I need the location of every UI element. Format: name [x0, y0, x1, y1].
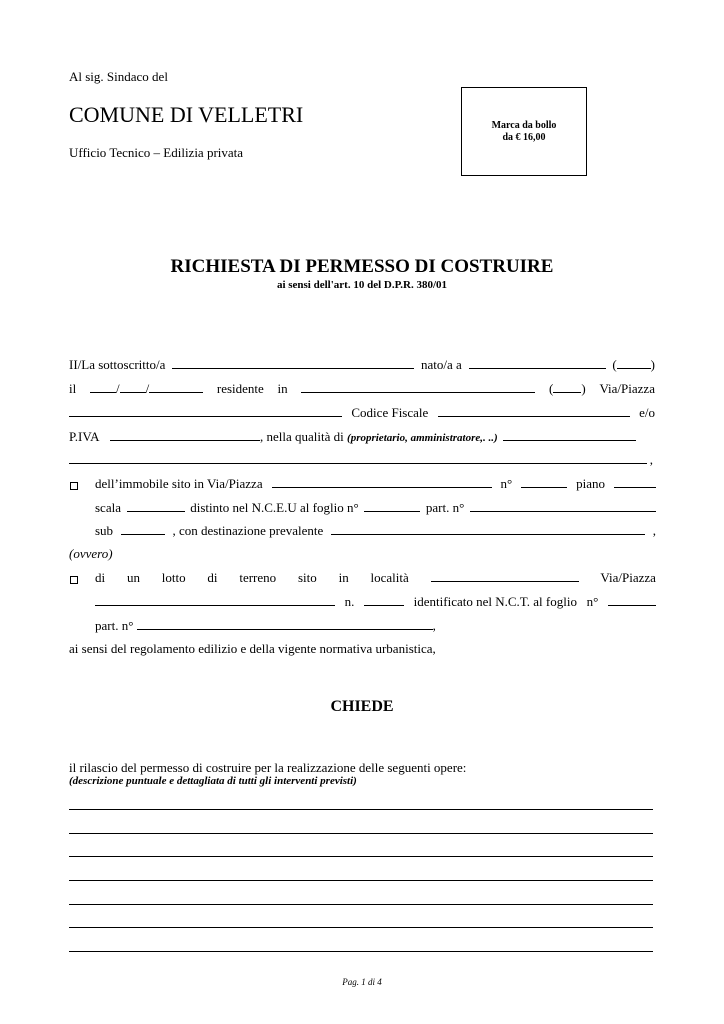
n-label: n. [344, 594, 355, 609]
lotto-word: lotto [161, 570, 186, 585]
nct-part-field[interactable] [137, 618, 433, 630]
document-title: RICHIESTA DI PERMESSO DI COSTRUIRE [170, 256, 554, 277]
qualita-field[interactable] [503, 429, 636, 441]
form-line-8 [95, 523, 656, 539]
description-line[interactable] [69, 809, 653, 810]
comma: , [649, 452, 653, 467]
form-line-7 [95, 500, 656, 516]
via-piazza-label: Via/Piazza [600, 570, 656, 585]
form-line-2 [69, 381, 655, 397]
scala-label: scala [95, 500, 121, 515]
lotto-word: sito [297, 570, 317, 585]
description-line[interactable] [69, 833, 653, 834]
comma: , [432, 618, 436, 633]
lotto-word: di [95, 570, 106, 585]
birth-year-field[interactable] [149, 381, 203, 393]
chiede-heading: CHIEDE [330, 698, 394, 715]
form-line-11 [95, 618, 436, 634]
stamp-box [461, 87, 587, 176]
residence-street-field[interactable] [69, 405, 342, 417]
residente-label: residente [216, 381, 264, 396]
comma: , [652, 523, 656, 538]
piva-label: P.IVA [69, 429, 99, 444]
lotto-word: un [126, 570, 140, 585]
paren-open: ( [612, 357, 617, 372]
lotto-word: in [338, 570, 349, 585]
nct-foglio-field[interactable] [608, 594, 656, 606]
lotto-number-field[interactable] [364, 594, 404, 606]
name-field[interactable] [172, 357, 414, 369]
nceu-foglio-field[interactable] [364, 500, 420, 512]
part-label: part. n° [425, 500, 465, 515]
description-line[interactable] [69, 927, 653, 928]
qualita-hint: (proprietario, amministratore,. ..) [347, 432, 498, 444]
description-line[interactable] [69, 904, 653, 905]
destinazione-label: , con destinazione prevalente [172, 523, 324, 538]
immobile-number-field[interactable] [521, 476, 567, 488]
nato-label: nato/a a [420, 357, 462, 372]
date-slash: / [115, 381, 120, 396]
residence-province-field[interactable] [553, 381, 581, 393]
form-line-1 [69, 357, 655, 373]
distinto-label: distinto nel N.C.E.U al foglio n° [190, 500, 359, 515]
via-piazza-label: Via/Piazza [599, 381, 655, 396]
piano-label: piano [576, 476, 605, 491]
lotto-street-field[interactable] [95, 594, 335, 606]
immobile-label: dell’immobile sito in Via/Piazza [95, 476, 263, 491]
paren-open: ( [549, 381, 554, 396]
stamp-line-2: da € 16,00 [502, 132, 546, 143]
in-label: in [277, 381, 288, 396]
immobile-checkbox[interactable] [70, 482, 78, 490]
codice-fiscale-field[interactable] [438, 405, 630, 417]
localita-field[interactable] [431, 570, 579, 582]
part-label: part. n° [95, 618, 134, 633]
scala-field[interactable] [127, 500, 185, 512]
comune-heading: COMUNE DI VELLETRI [69, 102, 304, 127]
request-hint: (descrizione puntuale e dettagliata di tutti gli interventi previsti) [69, 775, 357, 787]
lotto-word: di [207, 570, 218, 585]
birth-day-field[interactable] [90, 381, 116, 393]
sub-field[interactable] [121, 523, 165, 535]
ufficio-line: Ufficio Tecnico – Edilizia privata [69, 145, 244, 160]
description-line[interactable] [69, 951, 653, 952]
sub-label: sub [95, 523, 114, 538]
lotto-word: località [370, 570, 409, 585]
form-line-9 [95, 570, 656, 586]
page-number: Pag. 1 di 4 [342, 977, 382, 987]
il-label: il [69, 381, 77, 396]
form-line-4 [69, 429, 636, 445]
sottoscritto-label: II/La sottoscritto/a [69, 357, 166, 372]
ovvero-label: (ovvero) [69, 546, 113, 561]
numero-label: n° [586, 594, 599, 609]
numero-label: n° [500, 476, 513, 491]
birthplace-field[interactable] [469, 357, 606, 369]
eo-label: e/o [639, 405, 655, 420]
form-line-5 [69, 452, 653, 468]
lotto-checkbox[interactable] [70, 576, 78, 584]
nceu-part-field[interactable] [470, 500, 656, 512]
paren-close: ) [581, 381, 586, 396]
extra-field[interactable] [69, 452, 647, 464]
piano-field[interactable] [614, 476, 656, 488]
form-line-10 [95, 594, 656, 610]
regolamento-line: ai sensi del regolamento edilizio e della vigente normativa urbanistica, [69, 641, 436, 656]
addressee-line: Al sig. Sindaco del [69, 69, 168, 84]
lotto-word: terreno [239, 570, 277, 585]
destinazione-field[interactable] [331, 523, 645, 535]
piva-field[interactable] [110, 429, 260, 441]
residence-city-field[interactable] [301, 381, 535, 393]
codice-fiscale-label: Codice Fiscale [351, 405, 429, 420]
request-text: il rilascio del permesso di costruire per la realizzazione delle seguenti opere: [69, 760, 467, 775]
immobile-street-field[interactable] [272, 476, 492, 488]
birth-month-field[interactable] [120, 381, 146, 393]
description-line[interactable] [69, 856, 653, 857]
identificato-label: identificato nel N.C.T. al foglio [413, 594, 577, 609]
description-line[interactable] [69, 880, 653, 881]
birth-province-field[interactable] [617, 357, 651, 369]
qualita-label: , nella qualità di [260, 429, 344, 444]
stamp-line-1: Marca da bollo [491, 120, 557, 131]
form-line-6 [95, 476, 656, 492]
date-slash: / [145, 381, 150, 396]
form-line-3 [69, 405, 655, 421]
document-subtitle: ai sensi dell'art. 10 del D.P.R. 380/01 [276, 279, 448, 291]
paren-close: ) [650, 357, 655, 372]
